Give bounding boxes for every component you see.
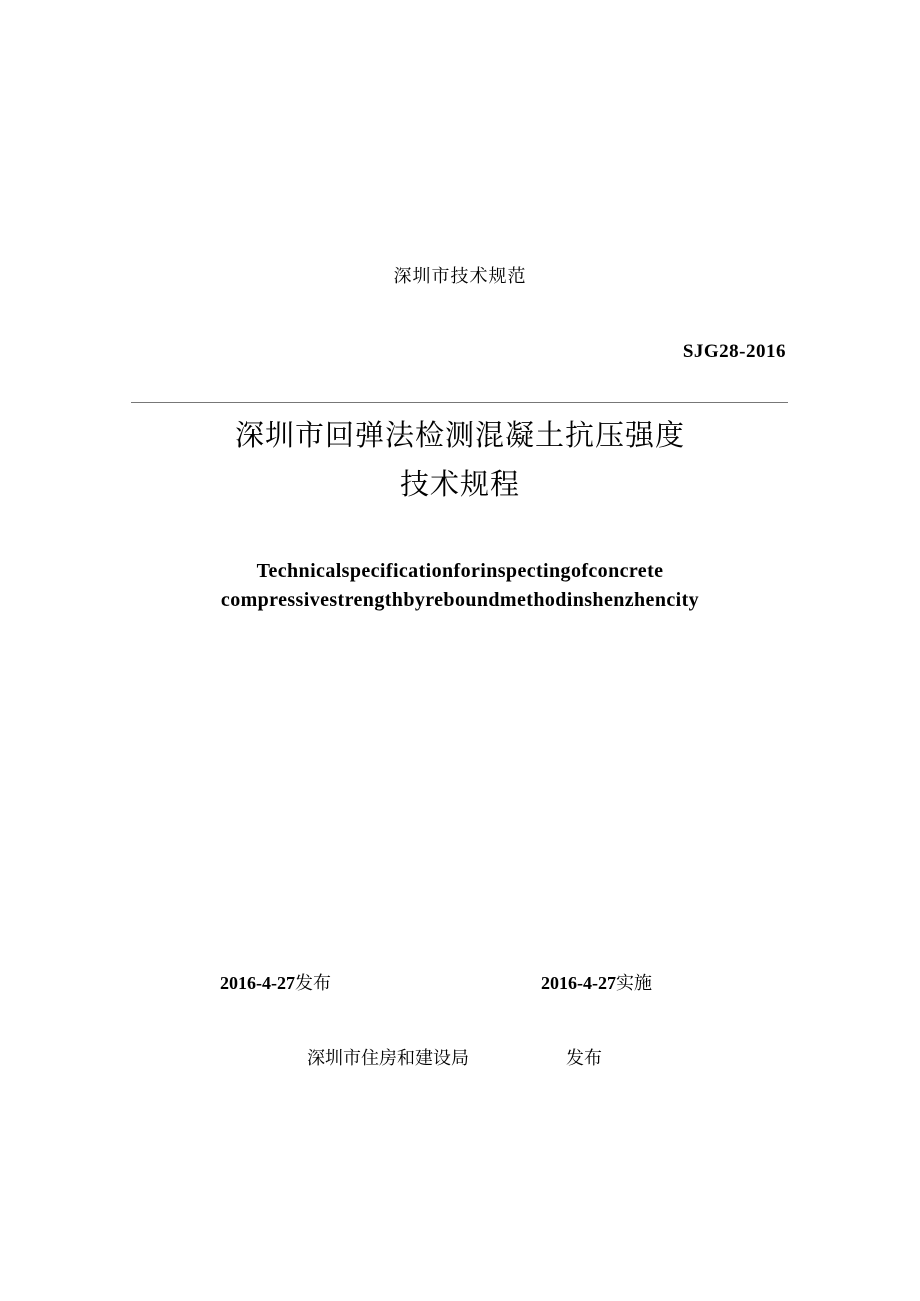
- publish-date-line: [220, 969, 331, 995]
- implement-label: 实施: [616, 973, 652, 994]
- publish-label: 发布: [295, 973, 331, 994]
- publish-date: 2016-4-27: [220, 973, 295, 993]
- header-divider: [131, 402, 788, 403]
- issuer-name: 深圳市住房和建设局: [307, 1048, 469, 1069]
- standard-number: SJG28-2016: [682, 341, 786, 362]
- title-chinese-line-2: 技术规程: [399, 467, 520, 501]
- title-chinese-line-1: 深圳市回弹法检测混凝土抗压强度: [234, 418, 685, 452]
- title-english-line-1: Technicalspecificationforinspectingofconcrete: [256, 560, 664, 582]
- title-english-line-2: compressivestrengthbyreboundmethodinshenzhencity: [220, 589, 700, 611]
- implement-date-line: [541, 969, 652, 995]
- issuer-action: 发布: [566, 1048, 602, 1069]
- implement-date: 2016-4-27: [541, 973, 616, 993]
- standard-series-label: 深圳市技术规范: [393, 266, 527, 287]
